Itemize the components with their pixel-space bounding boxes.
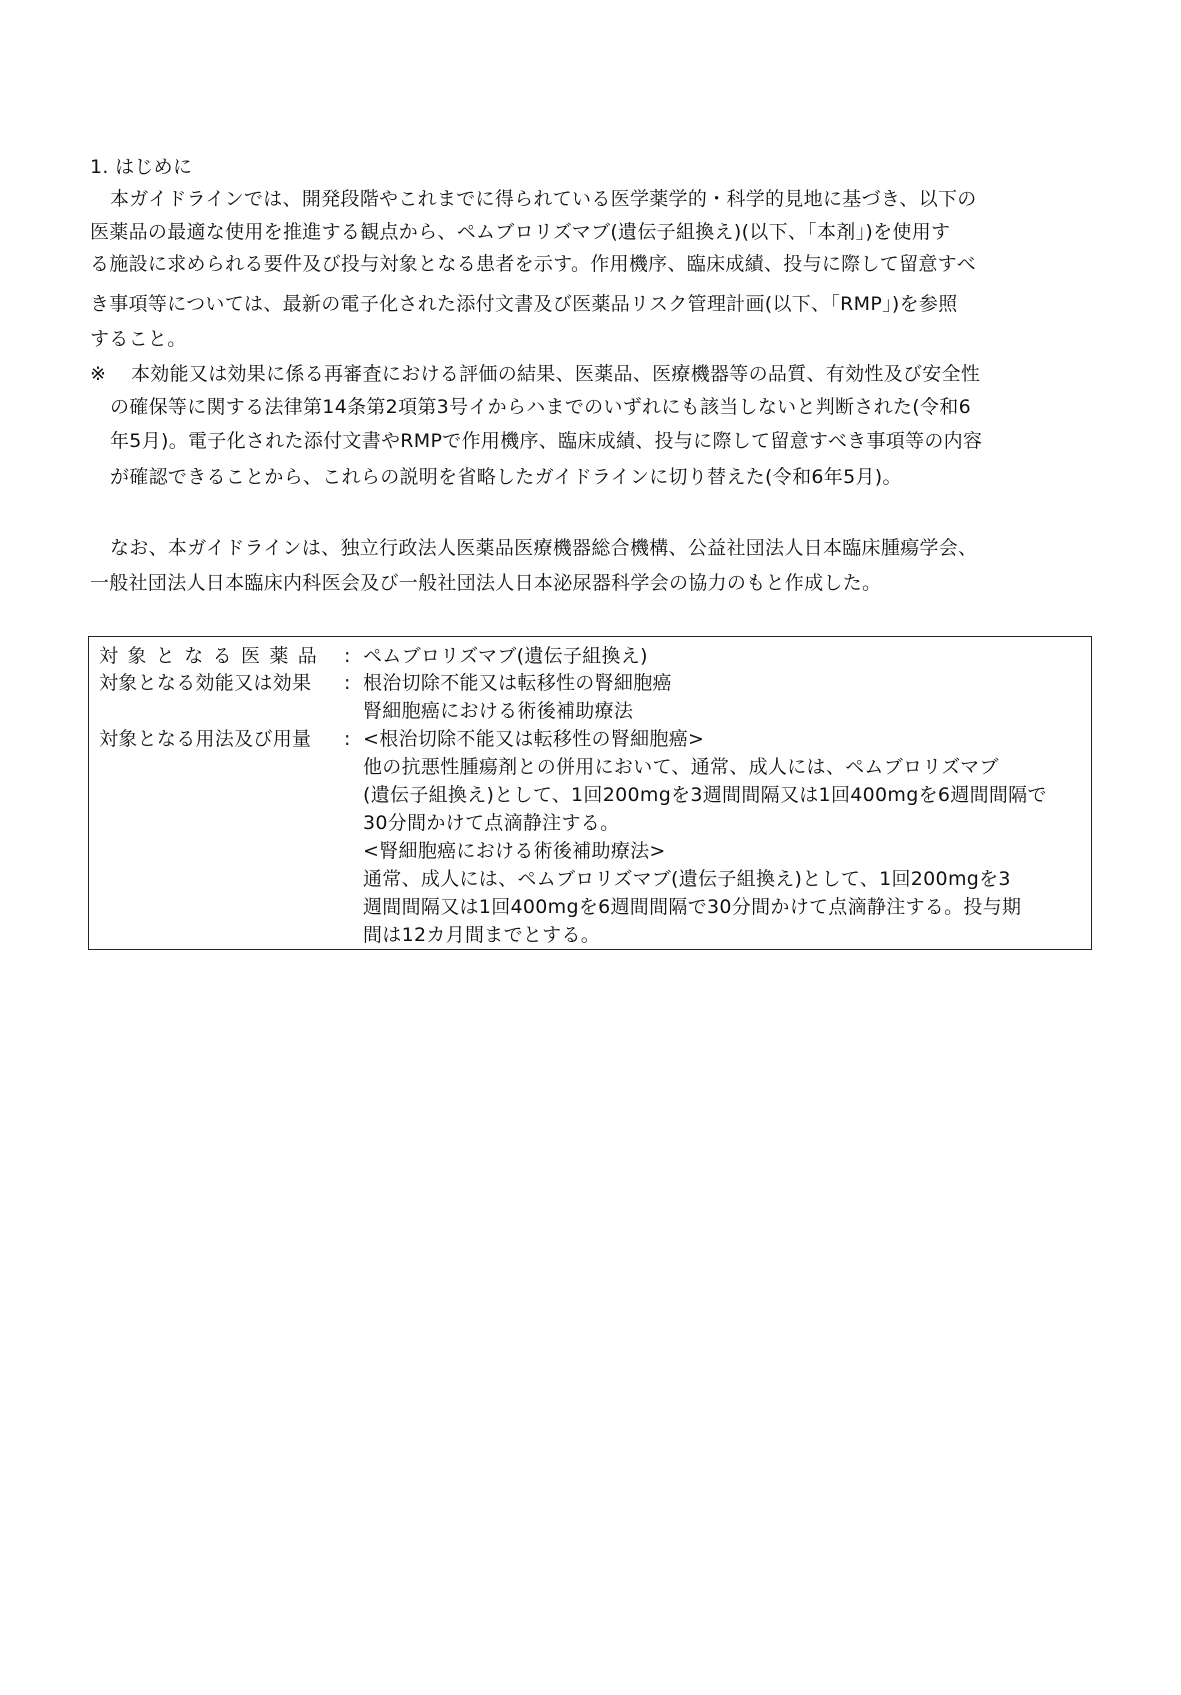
colon: :: [344, 645, 351, 667]
intro-line: 本ガイドラインでは、開発段階やこれまでに得られている医学薬学的・科学的見地に基づき、以下の: [110, 188, 977, 210]
section-heading: 1. はじめに: [90, 156, 193, 178]
note-line: が確認できることから、これらの説明を省略したガイドラインに切り替えた(令和6年5月)。: [110, 466, 902, 488]
intro-line: すること。: [90, 328, 187, 350]
indication-line: 腎細胞癌における術後補助療法: [363, 700, 634, 722]
collab-line: 一般社団法人日本臨床内科医会及び一般社団法人日本泌尿器科学会の協力のもと作成した。: [90, 572, 882, 594]
dosage-label: 対象となる用法及び用量: [99, 728, 312, 750]
dosage-line: 週間間隔又は1回400mgを6週間間隔で30分間かけて点滴静注する。投与期: [363, 896, 1022, 918]
dosage-line: (遺伝子組換え)として、1回200mgを3週間間隔又は1回400mgを6週間間隔で: [363, 784, 1047, 806]
note-mark: ※: [90, 363, 107, 385]
note-line: 年5月)。電子化された添付文書やRMPで作用機序、臨床成績、投与に際して留意すべき事項等の内容: [110, 430, 983, 452]
dosage-line: 間は12カ月間までとする。: [363, 924, 601, 946]
drug-value: ペムブロリズマブ(遺伝子組換え): [363, 645, 648, 667]
colon: :: [344, 728, 351, 750]
drug-label: 対象となる医薬品: [99, 645, 327, 667]
collab-line: なお、本ガイドラインは、独立行政法人医薬品医療機器総合機構、公益社団法人日本臨床腫瘍学会、: [110, 537, 978, 559]
note-line: 本効能又は効果に係る再審査における評価の結果、医薬品、医療機器等の品質、有効性及び安全性: [131, 363, 981, 385]
dosage-line: 他の抗悪性腫瘍剤との併用において、通常、成人には、ペムブロリズマブ: [363, 756, 999, 778]
dosage-line: 30分間かけて点滴静注する。: [363, 812, 620, 834]
dosage-line: 通常、成人には、ペムブロリズマブ(遺伝子組換え)として、1回200mgを3: [363, 868, 1011, 890]
dosage-line: <根治切除不能又は転移性の腎細胞癌>: [363, 728, 705, 750]
intro-line: 医薬品の最適な使用を推進する観点から、ペムブロリズマブ(遺伝子組換え)(以下、「本剤」)を使用す: [90, 221, 951, 243]
indication-label: 対象となる効能又は効果: [99, 672, 312, 694]
summary-box: [88, 636, 1092, 950]
intro-line: る施設に求められる要件及び投与対象となる患者を示す。作用機序、臨床成績、投与に際して留意すべ: [90, 253, 976, 275]
dosage-line: <腎細胞癌における術後補助療法>: [363, 840, 666, 862]
indication-line: 根治切除不能又は転移性の腎細胞癌: [363, 672, 672, 694]
intro-line: き事項等については、最新の電子化された添付文書及び医薬品リスク管理計画(以下、「RMP」)を参照: [90, 293, 958, 315]
colon: :: [344, 672, 351, 694]
note-line: の確保等に関する法律第14条第2項第3号イからハまでのいずれにも該当しないと判断された(令和6: [110, 396, 971, 418]
